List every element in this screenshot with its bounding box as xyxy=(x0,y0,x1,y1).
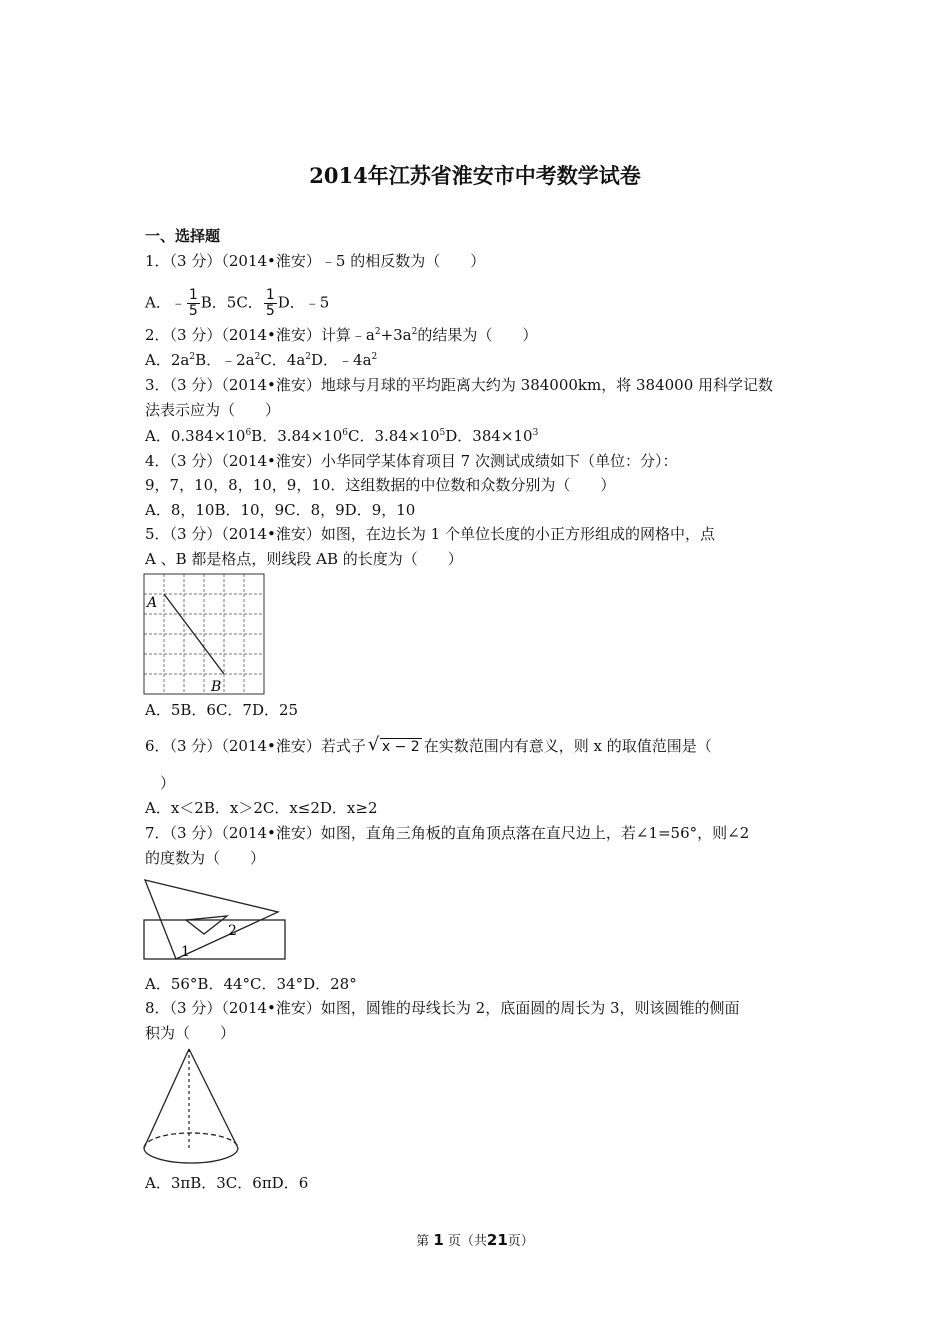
q2-options xyxy=(145,350,377,370)
q1-fraction-a xyxy=(187,288,200,319)
q2-stem-part: 2．（3 分）（2014•淮安）计算﹣a xyxy=(145,326,375,344)
angle-2-label: 2 xyxy=(228,923,237,939)
q4-options: A．8，10B．10，9C．8，9D．9，10 xyxy=(145,501,416,519)
q6-stem-part: 在实数范围内有意义，则 x 的取值范围是（ xyxy=(423,737,712,755)
q2-option-a: A．2a xyxy=(145,351,190,369)
q1-stem: 1．（3 分）（2014•淮安）﹣5 的相反数为（ ） xyxy=(145,252,486,270)
q6-stem xyxy=(145,736,712,757)
footer-text: 页（共 xyxy=(447,1234,487,1249)
q3-stem-line1: 3．（3 分）（2014•淮安）地球与月球的平均距离大约为 384000km，将 384000 用科学记数 xyxy=(145,376,774,394)
q3-option-a: A．0.384×10 xyxy=(145,427,246,445)
q8-stem-line2: 积为（ ） xyxy=(145,1024,236,1042)
q3-option-c: C．3.84×10 xyxy=(347,427,440,445)
exponent: 6 xyxy=(245,428,252,438)
q2-option-c: C．4a xyxy=(260,351,306,369)
q5-stem-line2: A 、B 都是格点，则线段 AB 的长度为（ ） xyxy=(145,550,463,568)
q2-stem-part: +3a xyxy=(380,326,412,344)
fraction-numerator: 1 xyxy=(188,287,198,303)
q7-stem-line1: 7．（3 分）（2014•淮安）如图，直角三角板的直角顶点落在直尺边上，若∠1=56°，则∠2 xyxy=(145,824,750,842)
q1-option-d: D．﹣5 xyxy=(277,293,330,312)
q3-option-d: D．384×10 xyxy=(445,427,533,445)
q4-stem-line2: 9，7，10，8，10，9，10．这组数据的中位数和众数分别为（ ） xyxy=(145,476,616,494)
q7-options: A．56°B．44°C．34°D．28° xyxy=(145,975,357,993)
footer-text: 第 xyxy=(416,1234,430,1249)
cone-base-front xyxy=(144,1148,238,1163)
q7-stem-line2: 的度数为（ ） xyxy=(145,849,266,867)
fraction-numerator: 1 xyxy=(265,287,275,303)
q4-stem-line1: 4．（3 分）（2014•淮安）小华同学某体育项目 7 次测试成绩如下（单位：分）： xyxy=(145,452,678,470)
fraction-denominator: 5 xyxy=(188,303,198,319)
q1-option-a: A．﹣ xyxy=(145,293,186,312)
q1-option-b: B．5C． xyxy=(200,293,263,312)
point-a-label: A xyxy=(147,595,158,611)
q1-fraction-c xyxy=(264,288,277,319)
point-b-label: B xyxy=(211,679,222,695)
exponent: 2 xyxy=(254,352,261,362)
q2-option-b: B．﹣2a xyxy=(195,351,255,369)
exponent: 3 xyxy=(532,428,539,438)
q3-options xyxy=(145,426,538,446)
angle-1-label: 1 xyxy=(181,944,190,960)
sqrt-expression xyxy=(367,734,422,757)
q3-stem-line2: 法表示应为（ ） xyxy=(145,401,281,419)
q5-options: A．5B．6C．7D．25 xyxy=(145,701,299,719)
radicand: x − 2 xyxy=(381,739,420,755)
section-heading: 一、选择题 xyxy=(145,227,221,245)
total-pages: 21 xyxy=(486,1231,508,1249)
q2-option-d: D．﹣4a xyxy=(311,351,372,369)
cone-base-back xyxy=(144,1133,238,1148)
q3-option-b: B．3.84×10 xyxy=(251,427,343,445)
q7-triangle-ruler-figure xyxy=(140,874,290,966)
q1-options xyxy=(145,288,329,319)
set-square-inner xyxy=(186,916,227,934)
footer-text: 页） xyxy=(507,1234,534,1249)
page-number: 1 xyxy=(433,1231,444,1249)
q2-stem-part: 的结果为（ ） xyxy=(417,326,538,344)
exponent: 5 xyxy=(439,428,446,438)
q8-cone-figure xyxy=(140,1045,244,1169)
q6-options: A．x＜2B．x＞2C．x≤2D．x≥2 xyxy=(145,799,378,817)
exponent: 2 xyxy=(305,352,312,362)
exponent: 2 xyxy=(371,352,378,362)
exponent: 2 xyxy=(411,327,418,337)
page-footer xyxy=(0,1230,950,1249)
page-title: 2014年江苏省淮安市中考数学试卷 xyxy=(309,163,641,188)
exponent: 2 xyxy=(374,327,381,337)
q2-stem xyxy=(145,325,537,345)
exponent: 6 xyxy=(342,428,348,438)
q8-options: A．3πB．3C．6πD．6 xyxy=(145,1174,309,1192)
q8-stem-line1: 8．（3 分）（2014•淮安）如图，圆锥的母线长为 2，底面圆的周长为 3，则该圆锥的侧面 xyxy=(145,999,740,1017)
q5-stem-line1: 5．（3 分）（2014•淮安）如图，在边长为 1 个单位长度的小正方形组成的网格中，点 xyxy=(145,525,715,543)
radical-icon: √ xyxy=(367,734,380,755)
q6-stem-line2: ） xyxy=(145,774,176,792)
q6-stem-part: 6．（3 分）（2014•淮安）若式子 xyxy=(145,737,366,755)
fraction-denominator: 5 xyxy=(265,303,275,319)
exponent: 2 xyxy=(189,352,196,362)
q5-grid-figure xyxy=(143,573,266,697)
